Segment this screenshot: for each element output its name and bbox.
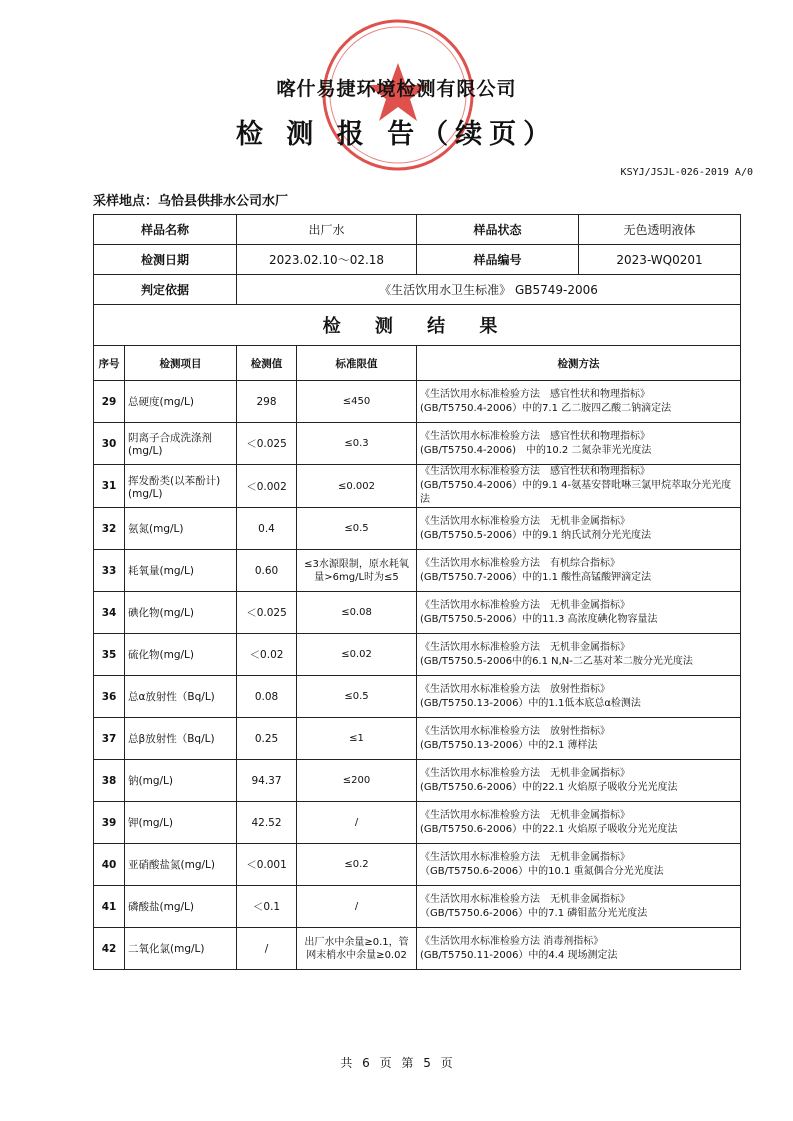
row-method [417, 465, 741, 508]
row-value: ＜0.001 [237, 844, 297, 886]
row-method [417, 550, 741, 592]
report-table [93, 214, 741, 970]
row-limit: ≤0.2 [297, 844, 417, 886]
row-limit: ≤0.3 [297, 423, 417, 465]
row-limit: ≤0.02 [297, 634, 417, 676]
row-no: 31 [94, 465, 125, 508]
row-method [417, 508, 741, 550]
table-row [94, 465, 741, 508]
row-item: 碘化物(mg/L) [125, 592, 237, 634]
method-detail: (GB/T5750.5-2006）中的11.3 高浓度碘化物容量法 [420, 613, 658, 625]
method-standard: 《生活饮用水标准检验方法 感官性状和物理指标》 [420, 466, 651, 477]
row-value: 0.60 [237, 550, 297, 592]
method-detail: (GB/T5750.4-2006）中的7.1 乙二胺四乙酸二钠滴定法 [420, 402, 672, 414]
row-no: 36 [94, 676, 125, 718]
method-detail: (GB/T5750.4-2006) 中的10.2 二氮杂菲光光度法 [420, 444, 652, 456]
row-limit: ≤0.5 [297, 676, 417, 718]
row-no: 29 [94, 381, 125, 423]
method-standard: 《生活饮用水标准检验方法 无机非金属指标》 [420, 809, 631, 821]
method-standard: 《生活饮用水标准检验方法 无机非金属指标》 [420, 851, 631, 863]
row-limit: ≤200 [297, 760, 417, 802]
table-row [94, 550, 741, 592]
method-detail: (GB/T5750.13-2006）中的1.1低本底总α检测法 [420, 697, 641, 709]
row-value: 42.52 [237, 802, 297, 844]
table-row [94, 381, 741, 423]
row-no: 38 [94, 760, 125, 802]
method-standard: 《生活饮用水标准检验方法 感官性状和物理指标》 [420, 430, 651, 442]
row-item: 磷酸盐(mg/L) [125, 886, 237, 928]
table-row [94, 718, 741, 760]
method-standard: 《生活饮用水标准检验方法 无机非金属指标》 [420, 599, 631, 611]
results-title: 检 测 结 果 [94, 305, 741, 346]
row-method [417, 381, 741, 423]
row-no: 41 [94, 886, 125, 928]
row-item: 耗氧量(mg/L) [125, 550, 237, 592]
row-method [417, 423, 741, 465]
row-no: 32 [94, 508, 125, 550]
row-no: 34 [94, 592, 125, 634]
sample-name: 出厂水 [237, 215, 417, 245]
row-limit: ≤450 [297, 381, 417, 423]
row-no: 35 [94, 634, 125, 676]
method-standard: 《生活饮用水标准检验方法 消毒剂指标》 [420, 935, 604, 947]
row-value: ＜0.025 [237, 592, 297, 634]
row-limit: ≤0.002 [297, 465, 417, 508]
basis-label: 判定依据 [94, 275, 237, 305]
row-no: 40 [94, 844, 125, 886]
total-pages: 共 6 页 [340, 1056, 392, 1070]
col-header-method: 检测方法 [417, 346, 741, 381]
row-limit: / [297, 802, 417, 844]
sample-name-label: 样品名称 [94, 215, 237, 245]
row-value: 0.08 [237, 676, 297, 718]
method-detail: (GB/T5750.4-2006）中的9.1 4-氨基安替吡啉三氯甲烷萃取分光光度法 [420, 480, 732, 505]
row-no: 30 [94, 423, 125, 465]
row-no: 42 [94, 928, 125, 970]
row-item: 硫化物(mg/L) [125, 634, 237, 676]
method-standard: 《生活饮用水标准检验方法 无机非金属指标》 [420, 515, 631, 527]
company-name: 喀什易捷环境检测有限公司 [276, 78, 517, 100]
row-limit: 出厂水中余量≥0.1，管网末梢水中余量≥0.02 [297, 928, 417, 970]
table-row [94, 634, 741, 676]
method-detail: (GB/T5750.11-2006）中的4.4 现场测定法 [420, 949, 618, 961]
row-item: 钾(mg/L) [125, 802, 237, 844]
document-number: KSYJ/JSJL-026-2019 A/0 [620, 167, 753, 178]
info-row-basis [94, 275, 741, 305]
row-limit: ≤0.08 [297, 592, 417, 634]
method-standard: 《生活饮用水标准检验方法 无机非金属指标》 [420, 893, 631, 905]
sample-state-label: 样品状态 [417, 215, 579, 245]
table-row [94, 928, 741, 970]
results-title-row [94, 305, 741, 346]
sample-no: 2023-WQ0201 [579, 245, 741, 275]
table-row [94, 760, 741, 802]
row-value: 0.4 [237, 508, 297, 550]
method-standard: 《生活饮用水标准检验方法 感官性状和物理指标》 [420, 388, 651, 400]
row-limit: / [297, 886, 417, 928]
row-item: 总β放射性（Bq/L) [125, 718, 237, 760]
page-footer [0, 1054, 793, 1071]
method-detail: (GB/T5750.13-2006）中的2.1 薄样法 [420, 739, 598, 751]
sample-no-label: 样品编号 [417, 245, 579, 275]
method-standard: 《生活饮用水标准检验方法 无机非金属指标》 [420, 641, 631, 653]
row-item: 挥发酚类(以苯酚计)(mg/L) [125, 465, 237, 508]
table-row [94, 676, 741, 718]
row-item: 二氧化氯(mg/L) [125, 928, 237, 970]
method-detail: (GB/T5750.6-2006）中的22.1 火焰原子吸收分光光度法 [420, 823, 678, 835]
method-standard: 《生活饮用水标准检验方法 放射性指标》 [420, 683, 611, 695]
row-item: 总α放射性（Bq/L) [125, 676, 237, 718]
report-title: 检 测 报 告（续页） [235, 119, 558, 150]
test-date-label: 检测日期 [94, 245, 237, 275]
table-row [94, 802, 741, 844]
method-detail: (GB/T5750.5-2006中的6.1 N,N-二乙基对苯二胺分光光度法 [420, 655, 693, 667]
col-header-no: 序号 [94, 346, 125, 381]
method-standard: 《生活饮用水标准检验方法 放射性指标》 [420, 725, 611, 737]
row-limit: ≤0.5 [297, 508, 417, 550]
row-limit: ≤1 [297, 718, 417, 760]
row-item: 总硬度(mg/L) [125, 381, 237, 423]
row-method [417, 760, 741, 802]
row-method [417, 676, 741, 718]
method-detail: (GB/T5750.6-2006）中的22.1 火焰原子吸收分光光度法 [420, 781, 678, 793]
table-row [94, 844, 741, 886]
row-no: 33 [94, 550, 125, 592]
row-value: ＜0.002 [237, 465, 297, 508]
row-value: 0.25 [237, 718, 297, 760]
method-detail: (GB/T5750.7-2006）中的1.1 酸性高锰酸钾滴定法 [420, 571, 652, 583]
table-row [94, 508, 741, 550]
method-detail: （GB/T5750.6-2006）中的10.1 重氮偶合分光光度法 [420, 865, 664, 877]
test-date: 2023.02.10～02.18 [237, 245, 417, 275]
table-row [94, 592, 741, 634]
row-no: 37 [94, 718, 125, 760]
row-value: 298 [237, 381, 297, 423]
col-header-item: 检测项目 [125, 346, 237, 381]
row-method [417, 592, 741, 634]
info-row-sample [94, 215, 741, 245]
method-standard: 《生活饮用水标准检验方法 有机综合指标》 [420, 557, 621, 569]
basis: 《生活饮用水卫生标准》 GB5749-2006 [237, 275, 741, 305]
method-standard: 《生活饮用水标准检验方法 无机非金属指标》 [420, 767, 631, 779]
row-method [417, 928, 741, 970]
row-value: / [237, 928, 297, 970]
row-method [417, 634, 741, 676]
row-method [417, 844, 741, 886]
table-row [94, 886, 741, 928]
method-detail: （GB/T5750.6-2006）中的7.1 磷钼蓝分光光度法 [420, 907, 648, 919]
row-value: ＜0.025 [237, 423, 297, 465]
row-item: 阴离子合成洗涤剂(mg/L) [125, 423, 237, 465]
col-header-value: 检测值 [237, 346, 297, 381]
table-row [94, 423, 741, 465]
row-value: 94.37 [237, 760, 297, 802]
info-row-date [94, 245, 741, 275]
column-header-row [94, 346, 741, 381]
row-limit: ≤3水源限制，原水耗氧量>6mg/L时为≤5 [297, 550, 417, 592]
row-no: 39 [94, 802, 125, 844]
row-method [417, 802, 741, 844]
method-detail: (GB/T5750.5-2006）中的9.1 纳氏试剂分光光度法 [420, 529, 652, 541]
row-method [417, 718, 741, 760]
col-header-limit: 标准限值 [297, 346, 417, 381]
row-value: ＜0.02 [237, 634, 297, 676]
current-page: 第 5 页 [401, 1056, 453, 1070]
row-value: ＜0.1 [237, 886, 297, 928]
sample-state: 无色透明液体 [579, 215, 741, 245]
row-item: 氨氮(mg/L) [125, 508, 237, 550]
row-item: 亚硝酸盐氮(mg/L) [125, 844, 237, 886]
row-item: 钠(mg/L) [125, 760, 237, 802]
sampling-location: 采样地点：乌恰县供排水公司水厂 [93, 194, 289, 209]
row-method [417, 886, 741, 928]
